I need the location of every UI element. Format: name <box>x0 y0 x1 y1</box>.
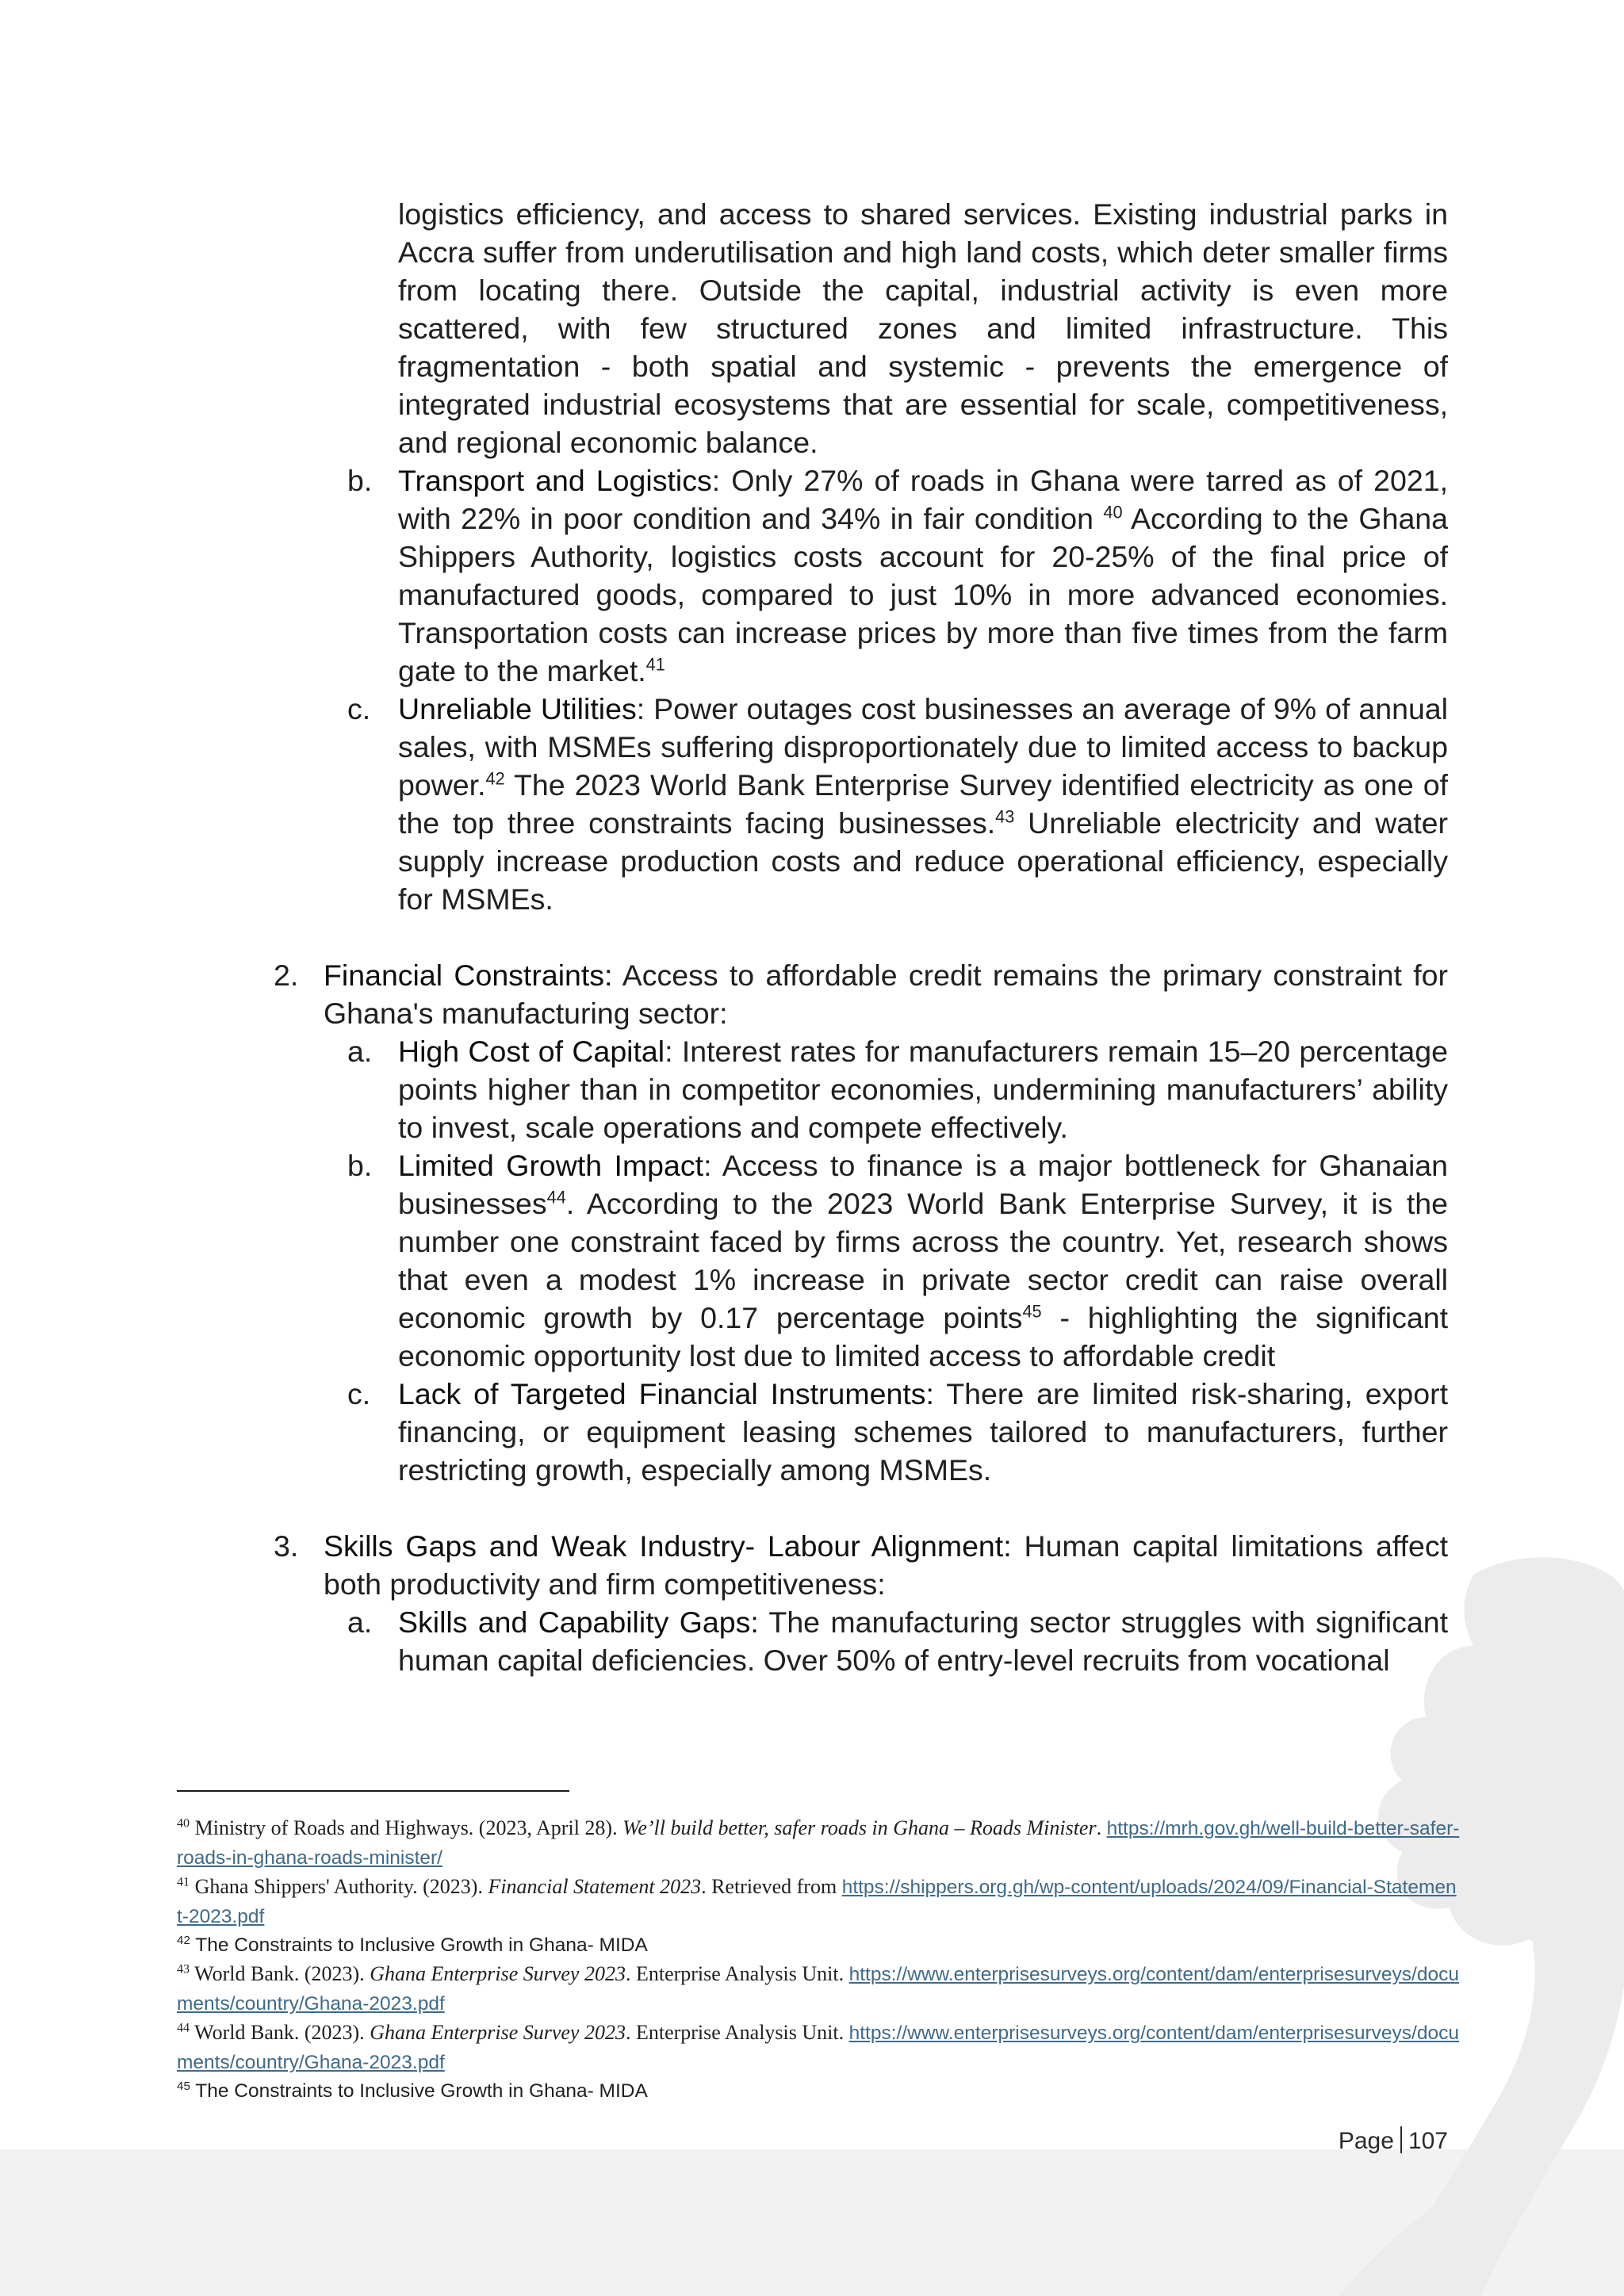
footnote-ref: 44 <box>546 1187 566 1207</box>
body-text <box>270 195 1448 1679</box>
footnote-number: 44 <box>177 2021 190 2035</box>
item-title: Limited Growth Impact <box>398 1149 704 1182</box>
list-item-1c: c. Unreliable Utilities: Power outages cost businesses an average of 9% of annual sales, with MSMEs suffering disproportionately due to limited access to backup power.$^{42}$ The 2023 World Bank Enterprise Survey identified electricity as one of the top three constraints facing businesses.$^{43}$ Unreliable electricity and water supply increase production costs and reduce operational efficiency, especially for MSMEs. <box>270 690 1448 918</box>
footnote-title: We’ll build better, safer roads in Ghana – Roads Minister <box>622 1816 1097 1839</box>
footnote-link[interactable]: https://www.enterprisesurveys.org/content/dam/enterprisesurveys/documents/country/Ghana-2023.pdf <box>177 2022 1459 2073</box>
list-marker: 3. <box>274 1529 299 1563</box>
footnote-41: $^{41}$ Ghana Shippers' Authority. (2023). Financial Statement 2023. Retrieved from https://shippers.org.gh/wp-content/uploads/2024/09/Financial-Statement-2023.pdf <box>177 1875 1457 1927</box>
page-divider <box>1400 2126 1402 2153</box>
footnote-45: $^{45}$ The Constraints to Inclusive Growth in Ghana- MIDA <box>177 2079 648 2102</box>
list-marker: c. <box>347 692 371 725</box>
footnote-ref: 41 <box>645 654 665 675</box>
list-item-3: 3. Skills Gaps and Weak Industry- Labour Alignment: Human capital limitations affect both productivity and firm competitiveness: <box>270 1527 1448 1603</box>
footnotes <box>177 1814 1461 2106</box>
list-item-2: 2. Financial Constraints: Access to affordable credit remains the primary constraint for Ghana's manufacturing sector: <box>270 956 1448 1032</box>
footnote-link[interactable]: https://shippers.org.gh/wp-content/uploads/2024/09/Financial-Statement-2023.pdf <box>177 1877 1457 1927</box>
footnote-title: Ghana Enterprise Survey 2023 <box>370 2021 626 2044</box>
footnote-number: 43 <box>177 1962 190 1976</box>
list-item-3a: a. Skills and Capability Gaps: The manufacturing sector struggles with significant human capital deficiencies. Over 50% of entry-level recruits from vocational <box>270 1603 1448 1679</box>
item-title: Transport and Logistics <box>398 464 712 497</box>
footnote-43: $^{43}$ World Bank. (2023). Ghana Enterprise Survey 2023. Enterprise Analysis Unit. https://www.enterprisesurveys.org/content/dam/enterprisesurveys/documents/country/Ghana-2023.pdf <box>177 1962 1459 2015</box>
footnote-title: Financial Statement 2023 <box>488 1875 702 1898</box>
page-number-value: 107 <box>1408 2128 1448 2154</box>
list-marker: a. <box>347 1605 373 1639</box>
item-title: Lack of Targeted Financial Instruments: <box>398 1377 934 1410</box>
item-title: High Cost of Capital <box>398 1035 665 1068</box>
item-title: Unreliable Utilities <box>398 692 637 725</box>
footnote-number: 42 <box>177 1933 190 1947</box>
continuation-paragraph: logistics efficiency, and access to shared services. Existing industrial parks in Accra suffer from underutilisation and high land costs, which deter smaller firms from locating there. Outside the capital, industrial activity is even more scattered, with few structured zones and limited infrastructure. This fragmentation - both spatial and systemic - prevents the emergence of integrated industrial ecosystems that are essential for scale, competitiveness, and regional economic balance. <box>398 197 1448 459</box>
footnote-title: Ghana Enterprise Survey 2023 <box>370 1962 626 1985</box>
footnote-ref: 40 <box>1103 502 1123 522</box>
footnote-42: $^{42}$ The Constraints to Inclusive Growth in Ghana- MIDA <box>177 1933 648 1956</box>
footnote-number: 45 <box>177 2079 190 2093</box>
list-marker: b. <box>347 1149 373 1182</box>
list-marker: a. <box>347 1035 373 1068</box>
page-number <box>1339 2126 1448 2155</box>
footnote-ref: 42 <box>485 768 505 789</box>
footnote-number: 40 <box>177 1816 190 1831</box>
list-item-2c: c. Lack of Targeted Financial Instruments: There are limited risk-sharing, export financing, or equipment leasing schemes tailored to manufacturers, further restricting growth, especially among MSMEs. <box>270 1375 1448 1489</box>
footnote-separator <box>177 1790 569 1792</box>
list-marker: b. <box>347 464 373 497</box>
footnote-44: $^{44}$ World Bank. (2023). Ghana Enterprise Survey 2023. Enterprise Analysis Unit. https://www.enterprisesurveys.org/content/dam/enterprisesurveys/documents/country/Ghana-2023.pdf <box>177 2021 1459 2073</box>
footnote-ref: 43 <box>995 806 1015 827</box>
footnote-ref: 45 <box>1022 1301 1042 1322</box>
spacer <box>270 1489 1448 1527</box>
page-label: Page <box>1338 2128 1394 2154</box>
spacer <box>270 918 1448 956</box>
list-item-2a: a. High Cost of Capital: Interest rates for manufacturers remain 15–20 percentage points higher than in competitor economies, undermining manufacturers’ ability to invest, scale operations and compete effectively. <box>270 1032 1448 1146</box>
footnote-link[interactable]: https://www.enterprisesurveys.org/content/dam/enterprisesurveys/documents/country/Ghana-2023.pdf <box>177 1964 1459 2015</box>
list-item-2b: b. Limited Growth Impact: Access to finance is a major bottleneck for Ghanaian businesses$^{44}$. According to the 2023 World Bank Enterprise Survey, it is the number one constraint faced by firms across the country. Yet, research shows that even a modest 1% increase in private sector credit can raise overall economic growth by 0.17 percentage points$^{45}$ - highlighting the significant economic opportunity lost due to limited access to affordable credit <box>270 1146 1448 1375</box>
footnote-40: $^{40}$ Ministry of Roads and Highways. (2023, April 28). We’ll build better, safer roads in Ghana – Roads Minister. https://mrh.gov.gh/well-build-better-safer-roads-in-ghana-roads-minister/ <box>177 1816 1460 1869</box>
footnote-number: 41 <box>177 1875 190 1889</box>
list-marker: 2. <box>274 959 299 992</box>
item-title: Skills Gaps and Weak Industry- Labour Alignment: <box>324 1529 1012 1563</box>
item-title: Financial Constraints: <box>324 959 613 992</box>
item-title: Skills and Capability Gaps: <box>398 1605 759 1639</box>
list-marker: c. <box>347 1377 371 1410</box>
footnote-link[interactable]: https://mrh.gov.gh/well-build-better-safer-roads-in-ghana-roads-minister/ <box>177 1818 1460 1869</box>
list-item-1b: b. Transport and Logistics: Only 27% of roads in Ghana were tarred as of 2021, with 22% in poor condition and 34% in fair condition $^{40}$ According to the Ghana Shippers Authority, logistics costs account for 20-25% of the final price of manufactured goods, compared to just 10% in more advanced economies. Transportation costs can increase prices by more than five times from the farm gate to the market.$^{41}$ <box>270 461 1448 690</box>
